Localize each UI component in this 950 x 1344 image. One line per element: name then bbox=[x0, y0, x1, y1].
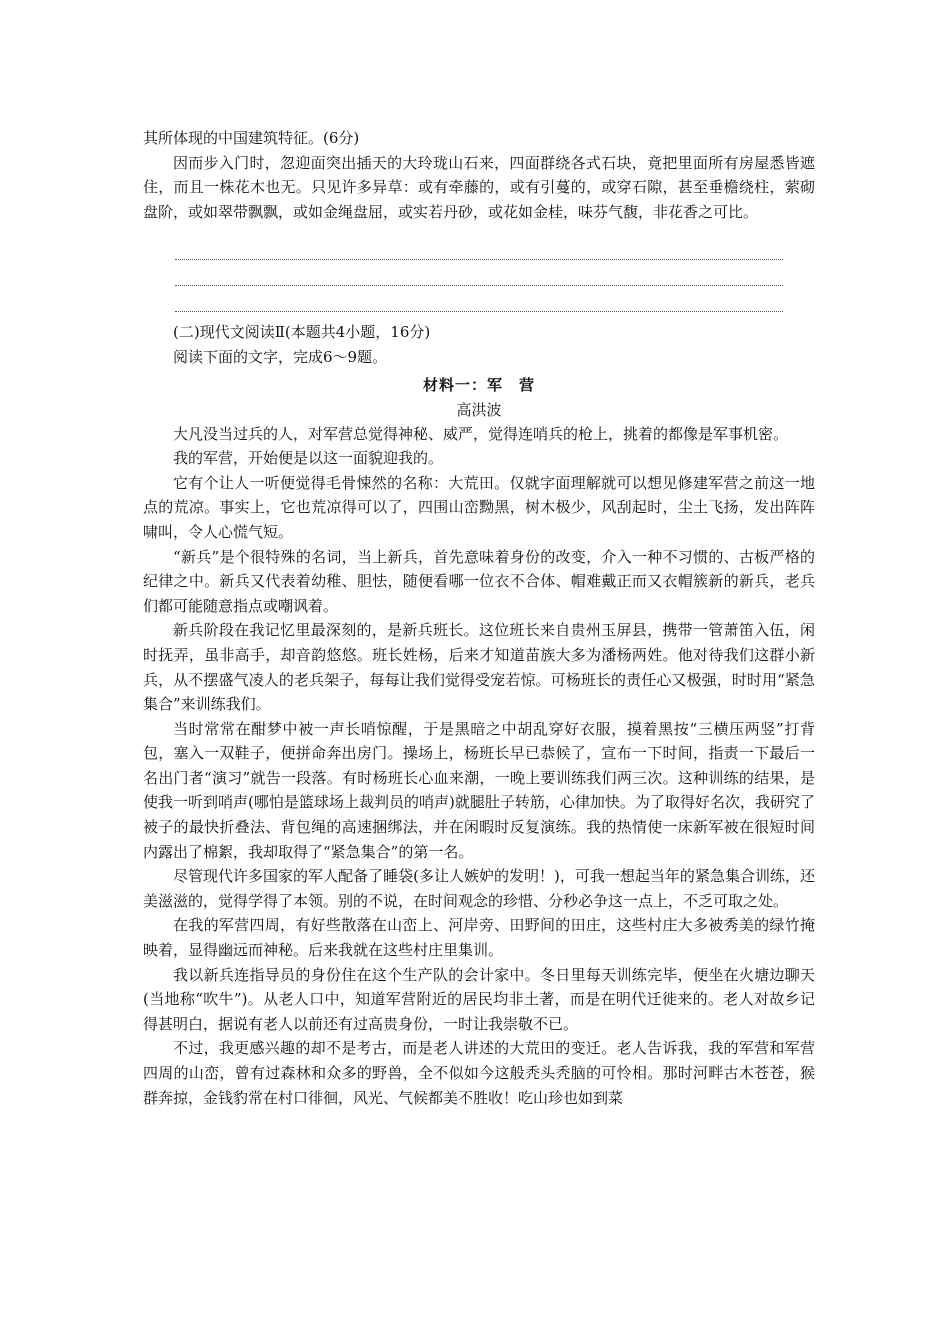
section-heading: (二)现代文阅读Ⅱ(本题共4小题，16分) bbox=[173, 323, 431, 342]
quoted-passage: 因而步入门时，忽迎面突出插天的大玲珑山石来，四面群绕各式石块，竟把里面所有房屋悉皆遮住，而且一株花木也无。只见许多异草：或有牵藤的，或有引蔓的，或穿石隙，甚至垂檐绕柱，萦砌盘阶，或如翠带飘飘，或如金绳盘屈，或实若丹砂，或花如金桂，味芬气馥，非花香之可比。 bbox=[143, 153, 815, 221]
paragraph: 当时常常在酣梦中被一声长哨惊醒，于是黑暗之中胡乱穿好衣服，摸着黑按“三横压两竖”打背包，塞入一双鞋子，便拼命奔出房门。操场上，杨班长早已恭候了，宣布一下时间，指责一下最后一名出门者“演习”就告一段落。有时杨班长心血来潮，一晚上要训练我们两三次。这种训练的结果，是使我一听到哨声(哪怕是篮球场上裁判员的哨声)就腿肚子转筋，心律加快。为了取得好名次，我研究了被子的最快折叠法、背包绳的高速捆绑法，并在闲暇时反复演练。我的热情使一床新军被在很短时间内露出了棉絮，我却取得了“紧急集合”的第一名。 bbox=[143, 719, 815, 861]
paragraph: 尽管现代许多国家的军人配备了睡袋(多让人嫉妒的发明！)，可我一想起当年的紧急集合训练，还美滋滋的，觉得学得了本领。别的不说，在时间观念的珍惜、分秒必争这一点上，不乏可取之处。 bbox=[143, 867, 815, 910]
material-title: 材料一：军 营 bbox=[422, 375, 535, 394]
answer-area[interactable] bbox=[175, 234, 783, 312]
paragraph: 大凡没当过兵的人，对军营总觉得神秘、威严，觉得连哨兵的枪上，挑着的都像是军事机密。 bbox=[173, 424, 789, 443]
instruction: 阅读下面的文字，完成6～9题。 bbox=[173, 347, 388, 366]
answer-line[interactable] bbox=[175, 286, 783, 312]
author: 高洪波 bbox=[456, 400, 502, 419]
paragraph: “新兵”是个很特殊的名词，当上新兵，首先意味着身份的改变，介入一种不习惯的、古板严格的纪律之中。新兵又代表着幼稚、胆怯，随便看哪一位衣不合体、帽难戴正而又衣帽簇新的新兵，老兵们都可能随意指点或嘲讽着。 bbox=[143, 547, 815, 615]
paragraph: 我以新兵连指导员的身份住在这个生产队的会计家中。冬日里每天训练完毕，便坐在火塘边聊天(当地称“吹牛”)。从老人口中，知道军营附近的居民均非土著，而是在明代迁徙来的。老人对故乡记得甚明白，据说有老人以前还有过高贵身份，一时让我崇敬不已。 bbox=[143, 965, 815, 1033]
question-tail: 其所体现的中国建筑特征。(6分) bbox=[143, 129, 360, 147]
paragraph: 在我的军营四周，有好些散落在山峦上、河岸旁、田野间的田庄，这些村庄大多被秀美的绿竹掩映着，显得幽远而神秘。后来我就在这些村庄里集训。 bbox=[143, 916, 815, 960]
document-page bbox=[143, 126, 815, 1110]
paragraph: 不过，我更感兴趣的却不是考古，而是老人讲述的大荒田的变迁。老人告诉我，我的军营和军营四周的山峦，曾有过森林和众多的野兽，全不似如今这般秃头秃脑的可怜相。那时河畔古木苍苍，猴群奔掠，金钱豹常在村口徘徊，风光、气候都美不胜收！吃山珍也如到菜 bbox=[143, 1039, 815, 1107]
paragraph: 新兵阶段在我记忆里最深刻的，是新兵班长。这位班长来自贵州玉屏县，携带一管萧笛入伍，闲时抚弄，虽非高手，却音韵悠悠。班长姓杨，后来才知道苗族大多为潘杨两姓。他对待我们这群小新兵，从不摆盛气凌人的老兵架子，每每让我们觉得受宠若惊。可杨班长的责任心又极强，时时用“紧急集合”来训练我们。 bbox=[143, 621, 815, 714]
answer-line[interactable] bbox=[175, 260, 783, 286]
answer-line[interactable] bbox=[175, 234, 783, 260]
paragraph: 我的军营，开始便是以这一面貌迎我的。 bbox=[173, 449, 444, 468]
paragraph: 它有个让人一听便觉得毛骨悚然的名称：大荒田。仅就字面理解就可以想见修建军营之前这一地点的荒凉。事实上，它也荒凉得可以了，四围山峦黝黑，树木极少，风刮起时，尘土飞扬，发出阵阵啸叫，令人心慌气短。 bbox=[143, 473, 815, 541]
